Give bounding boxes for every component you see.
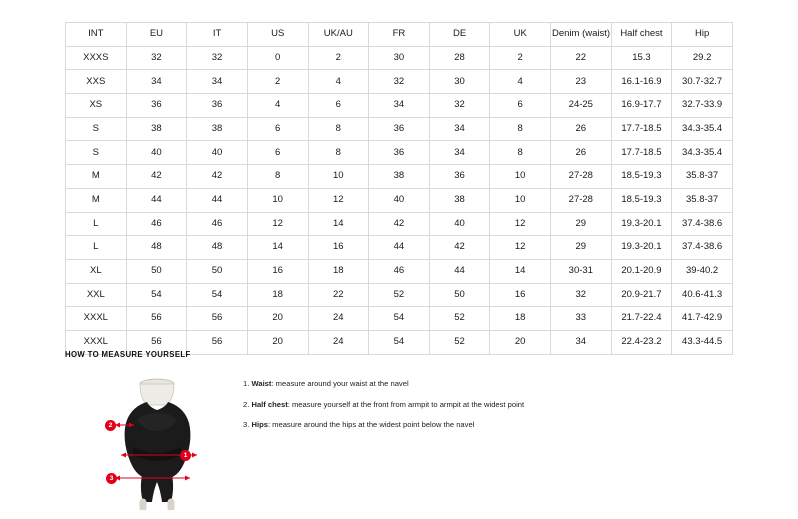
measure-step-term: Waist: [251, 379, 272, 388]
column-header: Hip: [672, 23, 733, 47]
table-cell: XXXS: [66, 46, 127, 70]
table-cell: 19.3-20.1: [611, 212, 672, 236]
table-cell: 10: [247, 188, 308, 212]
table-cell: 26: [551, 141, 612, 165]
table-header-row: [66, 23, 733, 47]
table-cell: S: [66, 117, 127, 141]
table-cell: 28: [429, 46, 490, 70]
measure-step: [243, 379, 723, 388]
table-cell: 44: [187, 188, 248, 212]
table-cell: 50: [429, 283, 490, 307]
table-cell: 52: [429, 330, 490, 354]
table-cell: 34: [429, 117, 490, 141]
table-cell: 38: [429, 188, 490, 212]
table-cell: 46: [369, 259, 430, 283]
measure-marker-1: 1: [180, 450, 191, 461]
table-header: [66, 23, 733, 47]
table-cell: XXXL: [66, 307, 127, 331]
table-cell: 42: [126, 165, 187, 189]
table-cell: 21.7-22.4: [611, 307, 672, 331]
table-cell: 4: [247, 94, 308, 118]
table-cell: 27-28: [551, 188, 612, 212]
table-row: [66, 94, 733, 118]
table-cell: XL: [66, 259, 127, 283]
table-cell: 34: [369, 94, 430, 118]
table-cell: 12: [247, 212, 308, 236]
table-cell: 30: [369, 46, 430, 70]
table-cell: 8: [490, 141, 551, 165]
table-cell: 16: [247, 259, 308, 283]
column-header: US: [247, 23, 308, 47]
table-cell: 6: [308, 94, 369, 118]
size-chart-table: [65, 22, 733, 355]
table-cell: 24: [308, 307, 369, 331]
table-row: [66, 46, 733, 70]
table-cell: 32: [369, 70, 430, 94]
table-cell: 52: [369, 283, 430, 307]
table-cell: 48: [126, 236, 187, 260]
table-cell: 18: [308, 259, 369, 283]
table-row: [66, 236, 733, 260]
table-cell: 2: [308, 46, 369, 70]
table-cell: 40.6-41.3: [672, 283, 733, 307]
table-cell: 30-31: [551, 259, 612, 283]
mannequin-figure-icon: [85, 375, 230, 510]
table-cell: 52: [429, 307, 490, 331]
table-cell: 12: [490, 212, 551, 236]
table-cell: 32: [126, 46, 187, 70]
table-row: [66, 283, 733, 307]
table-cell: 14: [308, 212, 369, 236]
table-cell: 22: [551, 46, 612, 70]
table-cell: 14: [490, 259, 551, 283]
table-cell: 43.3-44.5: [672, 330, 733, 354]
table-cell: 40: [187, 141, 248, 165]
column-header: UK/AU: [308, 23, 369, 47]
table-cell: 34.3-35.4: [672, 117, 733, 141]
table-cell: 36: [429, 165, 490, 189]
table-cell: XXXL: [66, 330, 127, 354]
measure-step-text: : measure around your waist at the navel: [271, 379, 409, 388]
table-cell: 18.5-19.3: [611, 165, 672, 189]
table-cell: 30.7-32.7: [672, 70, 733, 94]
column-header: EU: [126, 23, 187, 47]
table-cell: 8: [490, 117, 551, 141]
table-cell: 22.4-23.2: [611, 330, 672, 354]
table-cell: 8: [308, 141, 369, 165]
how-to-measure-title: HOW TO MEASURE YOURSELF: [65, 350, 191, 359]
table-row: [66, 307, 733, 331]
table-cell: 34: [551, 330, 612, 354]
table-cell: 4: [308, 70, 369, 94]
column-header: DE: [429, 23, 490, 47]
table-cell: 35.8-37: [672, 188, 733, 212]
measure-step-term: Half chest: [251, 399, 288, 409]
table-cell: 29.2: [672, 46, 733, 70]
table-cell: M: [66, 188, 127, 212]
table-cell: 16: [490, 283, 551, 307]
table-cell: 12: [308, 188, 369, 212]
table-cell: 14: [247, 236, 308, 260]
table-cell: 29: [551, 236, 612, 260]
table-cell: 54: [369, 330, 430, 354]
measure-step-number: 1.: [243, 379, 250, 388]
measure-step-term: Hips: [251, 420, 268, 430]
table-cell: 34: [126, 70, 187, 94]
table-cell: 17.7-18.5: [611, 141, 672, 165]
table-cell: 56: [187, 330, 248, 354]
table-cell: 56: [126, 330, 187, 354]
table-cell: 44: [126, 188, 187, 212]
table-row: [66, 70, 733, 94]
table-cell: 18: [490, 307, 551, 331]
column-header: UK: [490, 23, 551, 47]
table-cell: 38: [369, 165, 430, 189]
table-cell: 38: [187, 117, 248, 141]
table-cell: 26: [551, 117, 612, 141]
measure-marker-2: 2: [105, 420, 116, 431]
table-cell: 46: [126, 212, 187, 236]
table-cell: 50: [187, 259, 248, 283]
table-cell: 27-28: [551, 165, 612, 189]
column-header: FR: [369, 23, 430, 47]
table-body: [66, 46, 733, 354]
table-row: [66, 188, 733, 212]
table-cell: 32: [187, 46, 248, 70]
table-cell: 56: [187, 307, 248, 331]
column-header: INT: [66, 23, 127, 47]
table-cell: 10: [490, 165, 551, 189]
table-cell: 37.4-38.6: [672, 236, 733, 260]
measure-step: [243, 420, 723, 429]
table-cell: 48: [187, 236, 248, 260]
table-cell: 54: [126, 283, 187, 307]
table-row: [66, 141, 733, 165]
table-cell: 18: [247, 283, 308, 307]
table-row: [66, 259, 733, 283]
table-cell: 36: [187, 94, 248, 118]
table-cell: 20: [247, 307, 308, 331]
table-cell: 20.1-20.9: [611, 259, 672, 283]
table-cell: 29: [551, 212, 612, 236]
table-cell: 34: [429, 141, 490, 165]
table-row: [66, 212, 733, 236]
table-cell: XXS: [66, 70, 127, 94]
table-cell: 54: [187, 283, 248, 307]
table-cell: 2: [490, 46, 551, 70]
table-cell: 39-40.2: [672, 259, 733, 283]
table-cell: 8: [308, 117, 369, 141]
table-cell: 10: [308, 165, 369, 189]
table-cell: 33: [551, 307, 612, 331]
table-cell: 50: [126, 259, 187, 283]
table-cell: L: [66, 236, 127, 260]
table-cell: 35.8-37: [672, 165, 733, 189]
table-cell: 6: [247, 141, 308, 165]
table-cell: 56: [126, 307, 187, 331]
table-cell: 24: [308, 330, 369, 354]
measure-step-number: 3.: [243, 420, 250, 430]
table-cell: XXL: [66, 283, 127, 307]
mannequin-illustration: [85, 375, 230, 510]
column-header: Denim (waist): [551, 23, 612, 47]
column-header: IT: [187, 23, 248, 47]
measure-step-number: 2.: [243, 399, 250, 409]
table-cell: 36: [369, 117, 430, 141]
measure-step: [243, 400, 723, 409]
table-cell: 2: [247, 70, 308, 94]
measure-steps-list: [243, 379, 723, 441]
table-row: [66, 165, 733, 189]
table-cell: 17.7-18.5: [611, 117, 672, 141]
table-cell: 40: [369, 188, 430, 212]
table-cell: 22: [308, 283, 369, 307]
table-cell: 0: [247, 46, 308, 70]
table-cell: 40: [126, 141, 187, 165]
measure-step-text: : measure around the hips at the widest point below the navel: [267, 420, 475, 430]
table-cell: 30: [429, 70, 490, 94]
table-cell: 40: [429, 212, 490, 236]
table-cell: 34.3-35.4: [672, 141, 733, 165]
column-header: Half chest: [611, 23, 672, 47]
table-cell: 32: [551, 283, 612, 307]
table-cell: 20: [247, 330, 308, 354]
table-cell: 44: [369, 236, 430, 260]
measure-marker-3: 3: [106, 473, 117, 484]
table-cell: 6: [490, 94, 551, 118]
table-cell: 54: [369, 307, 430, 331]
table-cell: XS: [66, 94, 127, 118]
table-cell: 46: [187, 212, 248, 236]
table-cell: 44: [429, 259, 490, 283]
table-cell: L: [66, 212, 127, 236]
table-cell: 34: [187, 70, 248, 94]
table-cell: 42: [369, 212, 430, 236]
table-cell: 4: [490, 70, 551, 94]
table-cell: 37.4-38.6: [672, 212, 733, 236]
table-cell: 15.3: [611, 46, 672, 70]
table-cell: 38: [126, 117, 187, 141]
table-row: [66, 117, 733, 141]
table-cell: 41.7-42.9: [672, 307, 733, 331]
table-cell: 36: [369, 141, 430, 165]
table-cell: 23: [551, 70, 612, 94]
table-cell: 24-25: [551, 94, 612, 118]
table-cell: 32: [429, 94, 490, 118]
table-cell: S: [66, 141, 127, 165]
table-cell: 20.9-21.7: [611, 283, 672, 307]
table-cell: 20: [490, 330, 551, 354]
table-cell: 42: [429, 236, 490, 260]
size-chart-table-container: [65, 22, 733, 355]
table-cell: 18.5-19.3: [611, 188, 672, 212]
table-cell: 8: [247, 165, 308, 189]
table-cell: 12: [490, 236, 551, 260]
table-cell: 32.7-33.9: [672, 94, 733, 118]
table-cell: 16: [308, 236, 369, 260]
table-cell: 16.9-17.7: [611, 94, 672, 118]
table-cell: 6: [247, 117, 308, 141]
table-cell: 42: [187, 165, 248, 189]
table-cell: 16.1-16.9: [611, 70, 672, 94]
measure-step-text: : measure yourself at the front from armpit to armpit at the widest point: [287, 399, 525, 409]
table-cell: 10: [490, 188, 551, 212]
how-to-measure-section: [65, 350, 765, 482]
table-cell: M: [66, 165, 127, 189]
table-cell: 36: [126, 94, 187, 118]
table-cell: 19.3-20.1: [611, 236, 672, 260]
